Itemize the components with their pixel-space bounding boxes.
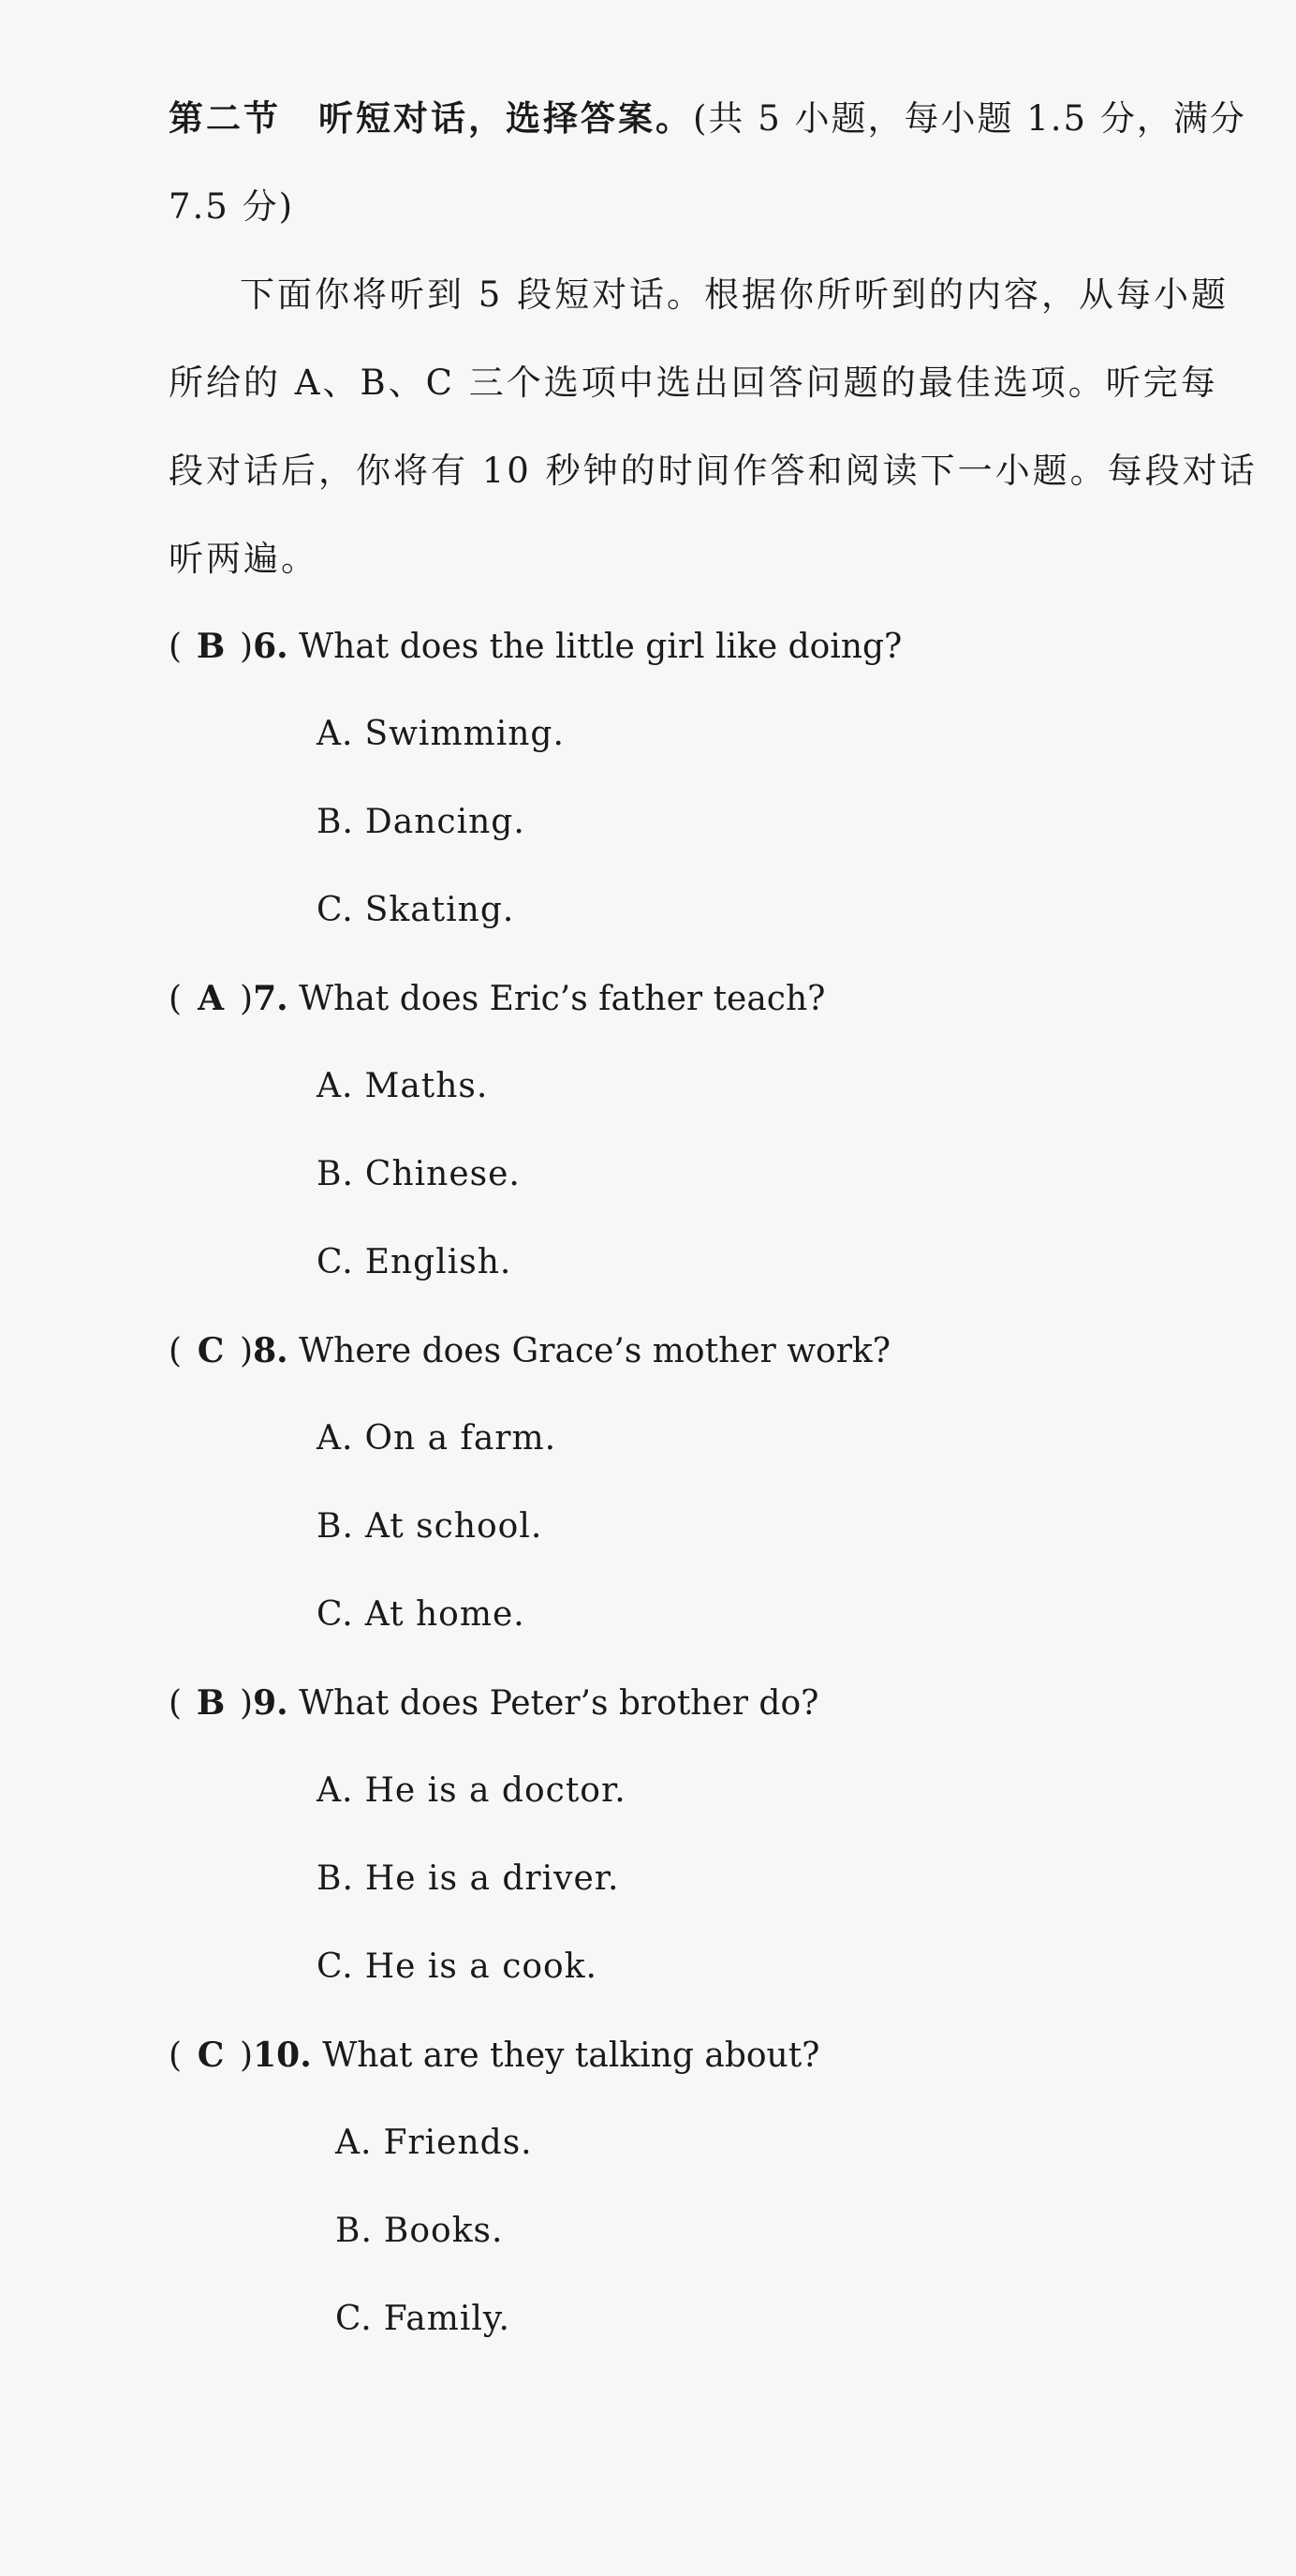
option-letter: A. [317, 1067, 354, 1105]
open-paren: ( [169, 2036, 183, 2075]
question-9 [169, 1683, 819, 1723]
answer-box: C [197, 2036, 225, 2075]
option-text: Friends. [383, 2124, 533, 2162]
option-letter: C. [317, 1947, 354, 1986]
option-letter: B. [317, 1155, 354, 1193]
option-letter: C. [317, 891, 354, 929]
question-6 [169, 629, 902, 664]
option-7b [317, 1155, 521, 1193]
question-7 [169, 979, 826, 1018]
option-letter: B. [335, 2212, 373, 2250]
section-title-scoring: (共 5 小题，每小题 1.5 分，满分 [693, 98, 1246, 139]
question-8 [169, 1331, 891, 1370]
option-8b [317, 1507, 543, 1546]
close-paren: ) [240, 1332, 254, 1370]
instructions-line-1: 下面你将听到 5 段短对话。根据你所听到的内容，从每小题 [240, 274, 1230, 315]
question-text: What does Peter’s brother do? [299, 1684, 819, 1723]
question-number: 10. [253, 2036, 312, 2075]
option-text: Swimming. [364, 715, 565, 753]
close-paren: ) [240, 1684, 254, 1723]
option-letter: A. [335, 2124, 373, 2162]
option-8c [317, 1595, 525, 1634]
open-paren: ( [169, 628, 183, 666]
option-10c [335, 2302, 510, 2336]
option-10b [335, 2214, 503, 2248]
close-paren: ) [240, 2036, 254, 2075]
question-text: What does the little girl like doing? [299, 628, 903, 666]
instructions-line-2: 所给的 A、B、C 三个选项中选出回答问题的最佳选项。听完每 [169, 363, 1218, 403]
option-letter: C. [335, 2300, 373, 2338]
answer-box: B [196, 627, 226, 666]
instructions-line-4: 听两遍。 [169, 539, 318, 579]
option-text: Dancing. [364, 803, 525, 841]
option-7c [317, 1243, 512, 1281]
close-paren: ) [240, 628, 254, 666]
question-text: What are they talking about? [322, 2036, 820, 2075]
option-text: He is a cook. [364, 1947, 597, 1986]
question-text: What does Eric’s father teach? [299, 980, 826, 1018]
option-letter: B. [317, 803, 354, 841]
option-text: He is a driver. [364, 1859, 620, 1898]
answer-box: B [196, 1683, 226, 1723]
section-title [169, 98, 1246, 139]
option-6a [317, 715, 565, 753]
option-letter: A. [317, 1419, 354, 1458]
option-letter: A. [317, 715, 354, 753]
close-paren: ) [240, 980, 254, 1018]
open-paren: ( [169, 1332, 183, 1370]
option-text: At home. [364, 1595, 525, 1634]
option-9a [317, 1771, 626, 1810]
question-number: 9. [253, 1683, 288, 1723]
option-6c [317, 891, 515, 929]
option-6b [317, 803, 525, 841]
option-10a [335, 2126, 533, 2160]
question-number: 7. [253, 979, 288, 1018]
option-text: Chinese. [364, 1155, 521, 1193]
section-title-bold: 第二节 听短对话，选择答案。 [169, 98, 693, 139]
option-text: On a farm. [364, 1419, 557, 1458]
option-letter: B. [317, 1507, 354, 1546]
option-text: At school. [364, 1507, 543, 1546]
option-text: Books. [383, 2212, 504, 2250]
open-paren: ( [169, 1684, 183, 1723]
option-text: He is a doctor. [364, 1771, 626, 1810]
question-text: Where does Grace’s mother work? [299, 1332, 891, 1370]
option-text: Skating. [364, 891, 515, 929]
section-title-total: 7.5 分) [169, 186, 295, 227]
answer-box: C [197, 1331, 225, 1370]
instructions-line-3: 段对话后，你将有 10 秒钟的时间作答和阅读下一小题。每段对话 [169, 451, 1258, 491]
question-number: 8. [253, 1331, 288, 1370]
question-10 [169, 2038, 820, 2073]
section-title-scoring-cont [169, 186, 295, 227]
option-letter: A. [317, 1771, 354, 1810]
option-letter: C. [317, 1243, 354, 1281]
option-9c [317, 1947, 597, 1986]
option-9b [317, 1859, 620, 1898]
option-text: Maths. [364, 1067, 489, 1105]
option-letter: B. [317, 1859, 354, 1898]
open-paren: ( [169, 980, 183, 1018]
option-7a [317, 1067, 489, 1105]
option-8a [317, 1419, 557, 1458]
question-number: 6. [253, 627, 288, 666]
option-text: English. [364, 1243, 512, 1281]
answer-box: A [198, 979, 225, 1018]
option-letter: C. [317, 1595, 354, 1634]
option-text: Family. [383, 2300, 510, 2338]
